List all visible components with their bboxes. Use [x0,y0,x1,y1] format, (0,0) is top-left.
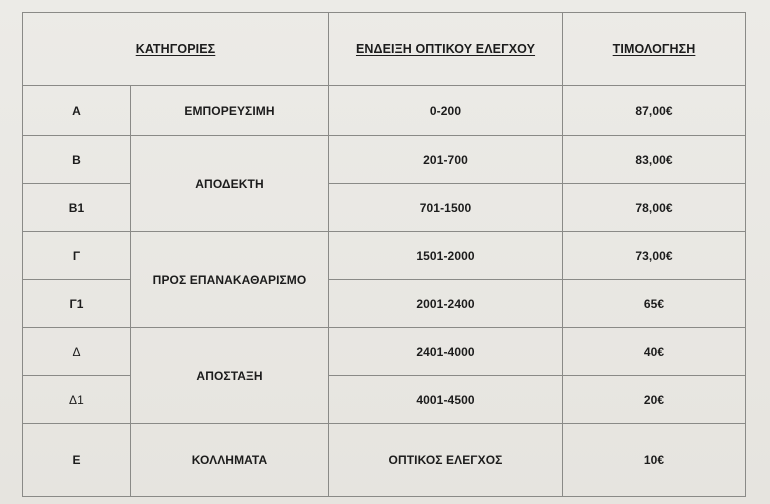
optical-range: 4001-4500 [329,376,563,424]
category-code: Δ1 [23,376,131,424]
price-cell: 73,00€ [563,232,746,280]
header-pricing: ΤΙΜΟΛΟΓΗΣΗ [563,13,746,86]
optical-range: 2401-4000 [329,328,563,376]
category-code: Β [23,136,131,184]
optical-range: ΟΠΤΙΚΟΣ ΕΛΕΓΧΟΣ [329,424,563,497]
price-cell: 10€ [563,424,746,497]
pricing-table [22,12,746,497]
price-cell: 40€ [563,328,746,376]
category-group-distillation: ΑΠΟΣΤΑΞΗ [131,328,329,424]
optical-range: 0-200 [329,86,563,136]
category-group-recleaning: ΠΡΟΣ ΕΠΑΝΑΚΑΘΑΡΙΣΜΟ [131,232,329,328]
header-optical-check: ΕΝΔΕΙΞΗ ΟΠΤΙΚΟΥ ΕΛΕΓΧΟΥ [329,13,563,86]
table-row [23,136,746,184]
header-categories: ΚΑΤΗΓΟΡΙΕΣ [23,13,329,86]
price-cell: 20€ [563,376,746,424]
optical-range: 701-1500 [329,184,563,232]
category-group-glues: ΚΟΛΛΗΜΑΤΑ [131,424,329,497]
price-cell: 65€ [563,280,746,328]
optical-range: 201-700 [329,136,563,184]
price-cell: 87,00€ [563,86,746,136]
table-row [23,328,746,376]
table-row [23,86,746,136]
table-row [23,232,746,280]
category-group-acceptable: ΑΠΟΔΕΚΤΗ [131,136,329,232]
category-code: Δ [23,328,131,376]
price-cell: 78,00€ [563,184,746,232]
category-code: Γ1 [23,280,131,328]
category-code: Γ [23,232,131,280]
table-row [23,424,746,497]
category-code: Α [23,86,131,136]
optical-range: 2001-2400 [329,280,563,328]
category-code: Β1 [23,184,131,232]
table-header-row [23,13,746,86]
category-group-marketable: ΕΜΠΟΡΕΥΣΙΜΗ [131,86,329,136]
optical-range: 1501-2000 [329,232,563,280]
price-cell: 83,00€ [563,136,746,184]
category-code: Ε [23,424,131,497]
